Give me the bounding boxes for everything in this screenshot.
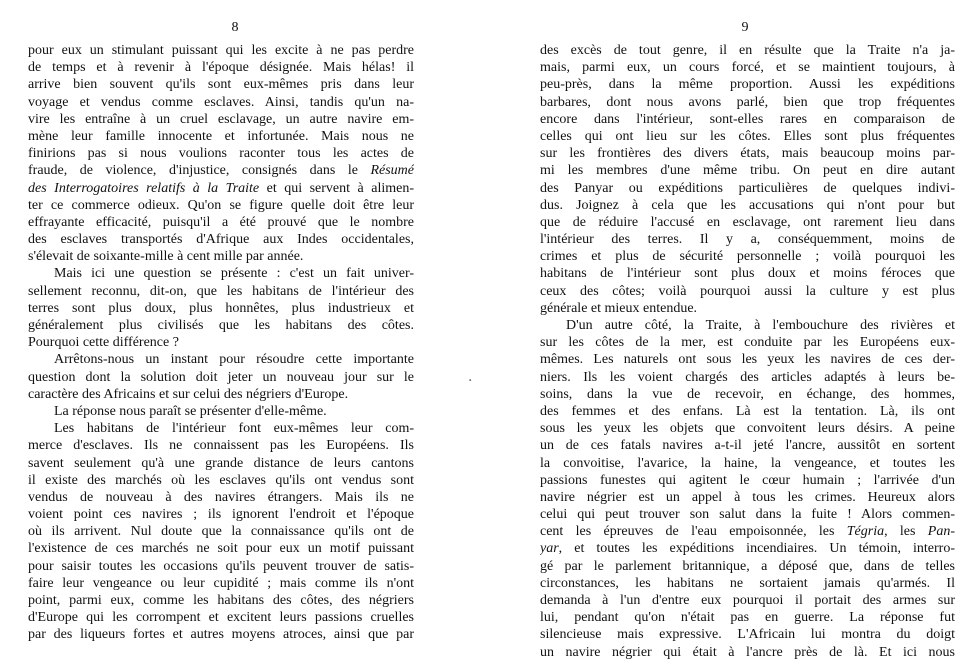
text-line: Mais ici une question se présente : c'est un fait univer- [54,266,414,282]
text-line: vendus de nouveau à des navires étrangers. Mais ils ne [28,489,414,505]
text-line: l'intérieur des terres. Il y a, conséquemment, moins de [540,232,955,248]
text-line: pour eux un stimulant puissant qui les excite à ne pas perdre [28,43,414,58]
text-line: passions funestes qui agitent le cœur humain ; l'arrivée d'un [540,472,955,488]
text-line: dus. Joignez à cela que les accusations qui n'ont pour but [540,197,955,213]
text-line: barbares, dont nous avons parlé, bien que trop fréquentes [540,94,955,110]
page-number: 8 [231,20,239,35]
text-line: des Interrogatoires relatifs à la Traite et qui servent à alimen- [28,180,414,196]
text-line: mais, parmi eux, un cours forcé, et se maintient toujours, à [540,60,955,76]
text-line: point, parmi eux, comme les habitans des côtes, des négriers [28,593,414,608]
text-line: générale et mieux entendue. [540,300,698,316]
text-line: l'existence de ces marchés ne soit pour eux un motif puissant [28,541,414,557]
text-line: cent les épreuves de l'eau empoisonnée, les Tégria, les Pan- [540,524,955,540]
text-line: ter ce commerce odieux. Qu'on se figure quelle doit être leur [28,197,414,213]
text-line: peu-près, dans la même proportion. Aussi les expéditions [540,77,955,93]
text-line: la convoitise, l'avarice, la haine, la vengeance, et toutes les [540,455,955,471]
page-number: 9 [741,20,749,35]
text-line: merce d'esclaves. Ils ne connaissent pas les Européens. Ils [28,438,414,454]
text-line: par des liqueurs fortes et autres moyens atroces, ainsi que par [28,627,414,643]
text-line: vire les entraîne à un cruel esclavage, un autre navire em- [28,111,414,127]
text-line: des excès de tout genre, il en résulte que la Traite n'a ja- [540,43,955,58]
text-line: savent seulement qu'à une grande distance de leurs cantons [28,455,414,471]
text-line: arrive bien souvent qu'ils sont eux-mêmes pris dans leur [28,77,414,93]
right-page [510,0,980,669]
text-line: voient point ces navires ; ils ignorent l'endroit et l'époque [28,507,414,523]
text-line: sellement reconnu, dit-on, que les habitans de l'intérieur des [28,283,414,299]
text-line: habitans de l'intérieur sont plus doux et moins féroces que [540,266,955,282]
text-line: finirions pas si nous voulions raconter tous les actes de [28,146,414,162]
text-line: de temps et à revenir à l'époque désignée. Mais hélas! il [28,60,414,76]
text-line: où ils arrivent. Nul doute que la connaissance qu'ils ont de [28,524,414,540]
text-line: D'un autre côté, la Traite, à l'embouchure des rivières et [566,318,955,333]
text-line: question dont la solution doit jeter un nouveau jour sur le [28,369,414,385]
text-line: lui, pendant qu'on n'était pas en guerre. La réponse fut [540,610,955,626]
text-line: celles qui ont lieu sur les côtes. Elles sont plus fréquentes [540,128,955,144]
text-line: niers. Ils les voient chargés des articles adaptés à leurs be- [540,369,955,385]
text-line: encore dans l'intérieur, sont-elles rares en comparaison de [540,111,955,127]
gutter-mark: · [468,373,473,389]
text-line: d'Europe qui les corrompent et excitent leurs passions cruelles [28,610,414,626]
text-line: yar, et toutes les expéditions incendiaires. Un témoin, interro- [540,541,955,557]
text-line: faire leur vengeance ou leur cupidité ; mais comme ils n'ont [28,575,414,591]
text-line: des femmes et des enfans. Là est la tentation. Là, ils ont [540,403,955,419]
text-line: demanda à l'un d'entre eux pourquoi il portait des armes sur [540,593,955,608]
text-line: des esclaves transportés d'Afrique aux Indes occidentales, [28,232,414,248]
text-line: crimes et plus de sécurité personnelle ; voilà pourquoi les [540,249,955,265]
text-line: voyage et vendus comme esclaves. Ainsi, tandis qu'un na- [28,94,414,110]
text-line: soins, dans la vue de recevoir, en échange, des hommes, [540,386,955,402]
text-line: pour saisir toutes les occasions qu'ils peuvent trouver de satis- [28,558,414,574]
page-text [28,42,414,644]
text-line: Arrêtons-nous un instant pour résoudre cette importante [54,352,414,368]
text-line: sur les côtes de la mer, est conduite par les Européens eux- [540,335,955,351]
page-text [540,42,955,661]
text-line: Les habitans de l'intérieur font eux-mêmes leur com- [54,421,414,437]
left-page [0,0,473,669]
text-line: mêmes. Les naturels ont sous les yeux les navires de ces der- [540,352,955,368]
text-line: Pourquoi cette différence ? [28,335,179,351]
text-line: gé par le parlement britannique, a déposé que, dans de telles [540,558,955,574]
text-line: mi les membres d'une même tribu. On peut en dire autant [540,163,955,179]
text-line: s'élevait de soixante-mille à cent mille par année. [28,249,304,265]
text-line: sur les frontières des divers états, mais beaucoup moins par- [540,146,955,162]
text-line: un de ces fatals navires a-t-il jeté l'ancre, aussitôt en sortent [540,438,955,454]
text-line: un navire négrier qui était à l'ancre près de là. Et ici nous [540,644,955,660]
text-line: navire négrier est un appel à tous les crimes. Heureux alors [540,489,955,505]
text-line: silencieuse mais expressive. L'Africain lui montra du doigt [540,627,955,643]
text-line: caractère des Africains et sur celui des négriers d'Europe. [28,386,349,402]
text-line: sous les yeux les objets que convoitent leurs désirs. A peine [540,421,955,437]
text-line: effrayante efficacité, puisqu'il a été prouvé que le nombre [28,214,414,230]
text-line: généralement plus civilisés que les habitans des côtes. [28,318,414,333]
text-line: fraude, de violence, d'injustice, consignés dans le Résumé [28,163,414,179]
text-line: mène leur famille innocente et infortunée. Mais nous ne [28,128,414,144]
text-line: La réponse nous paraît se présenter d'elle-même. [54,403,327,419]
text-line: terres sont plus doux, plus honnêtes, plus industrieux et [28,300,414,316]
text-line: il existe des marchés où les esclaves qu'ils ont vendus sont [28,472,414,488]
text-line: circonstances, les habitans ne sortaient jamais qu'armés. Il [540,575,955,591]
text-line: celui qui peut trouver son salut dans la fuite ! Alors commen- [540,507,955,523]
text-line: des Panyar ou expéditions particulières de quelques indivi- [540,180,955,196]
text-line: ceux des côtes; voilà pourquoi aussi la culture y est plus [540,283,955,299]
text-line: que de réduire l'accusé en esclavage, ont rarement lieu dans [540,214,955,230]
